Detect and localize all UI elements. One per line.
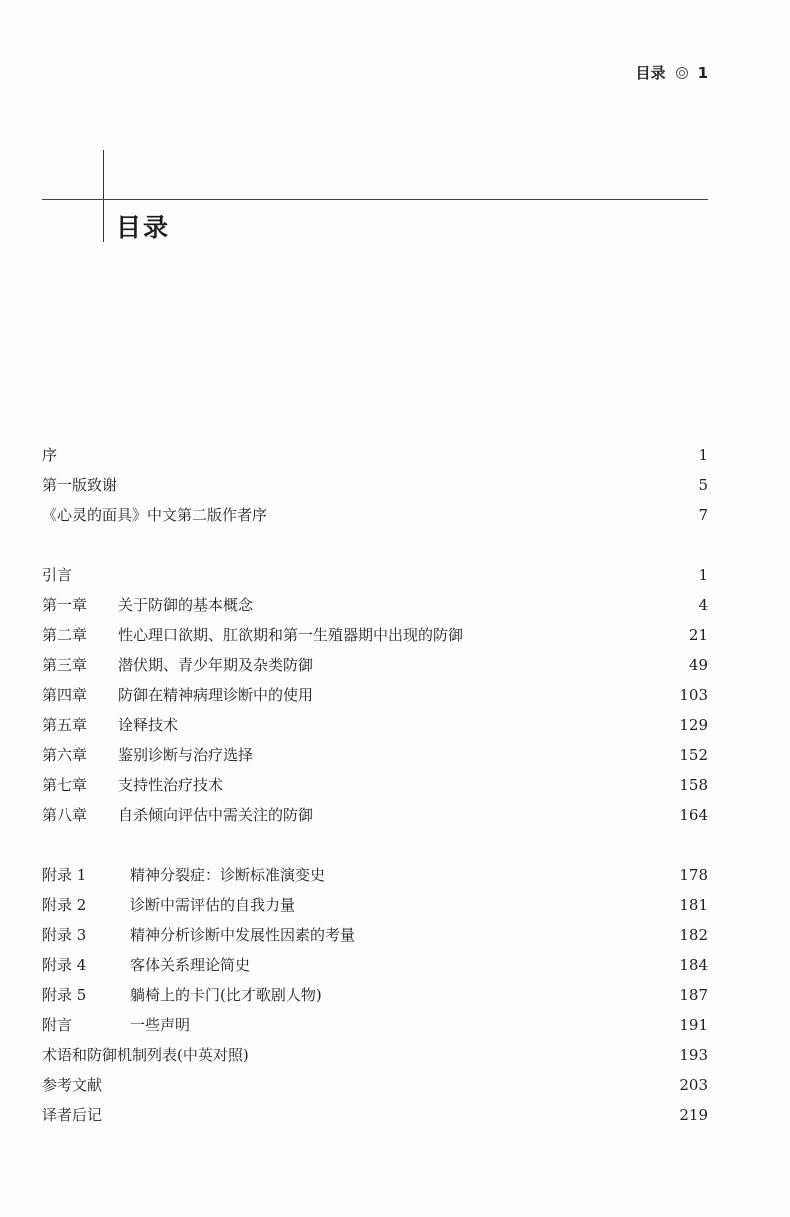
toc-entry-page: 158: [679, 776, 708, 794]
toc-entry: [42, 1010, 708, 1040]
toc-entry-prefix: 第一章: [42, 596, 88, 614]
toc-group-back-matter: [42, 860, 708, 1130]
toc-entry-label: [42, 920, 355, 950]
toc-group-chapters: [42, 560, 708, 830]
toc-entry-prefix: 附录 4: [42, 956, 87, 974]
toc-entry: [42, 860, 708, 890]
toc-entry: [42, 770, 708, 800]
toc-entry: [42, 920, 708, 950]
page-number: 1: [697, 63, 708, 82]
toc-entry-prefix: 附录 1: [42, 866, 87, 884]
toc-entry-page: 1: [698, 446, 708, 464]
toc-entry-label: [42, 890, 295, 920]
toc-entry: [42, 650, 708, 680]
toc-entry-title: 精神分析诊断中发展性因素的考量: [130, 926, 356, 944]
toc-entry-page: 4: [698, 596, 708, 614]
toc-entry-page: 21: [688, 626, 708, 644]
toc-entry-page: 1: [698, 566, 708, 584]
double-circle-separator-icon: [676, 67, 688, 79]
toc-entry-prefix: 参考文献: [42, 1076, 103, 1094]
toc-entry-prefix: 第一版: [42, 476, 88, 494]
toc-entry: [42, 980, 708, 1010]
vertical-rule: [103, 150, 104, 242]
toc-entry-label: [42, 470, 117, 500]
toc-entry-title: 精神分裂症：诊断标准演变史: [130, 866, 326, 884]
toc-entry-page: 5: [698, 476, 708, 494]
toc-entry-label: [42, 980, 322, 1010]
toc-entry-label: [42, 1100, 102, 1130]
toc-entry-prefix: 第八章: [42, 806, 88, 824]
toc-entry-prefix: 序: [42, 446, 58, 464]
toc-entry-label: [42, 650, 313, 680]
toc-entry-title: 诊断中需评估的自我力量: [130, 896, 296, 914]
toc-entry-page: 181: [679, 896, 708, 914]
toc-entry-title: 自杀倾向评估中需关注的防御: [118, 806, 314, 824]
toc-entry-title: 潜伏期、青少年期及杂类防御: [118, 656, 314, 674]
toc-entry-label: [42, 1070, 102, 1100]
toc-entry: [42, 680, 708, 710]
toc-entry: [42, 1040, 708, 1070]
toc-entry-prefix: 《心灵的面具》中文第二版作者序: [42, 506, 268, 524]
toc-entry-title: 关于防御的基本概念: [118, 596, 254, 614]
toc-entry-page: 178: [679, 866, 708, 884]
page-title: 目录: [116, 213, 171, 242]
toc-entry-title: 致谢: [87, 476, 118, 494]
toc-entry-prefix: 第四章: [42, 686, 88, 704]
toc-entry-title: 一些声明: [130, 1016, 191, 1034]
toc-entry-label: [42, 1040, 249, 1070]
toc-entry-prefix: 第六章: [42, 746, 88, 764]
toc-entry-page: 184: [679, 956, 708, 974]
toc-entry-page: 191: [679, 1016, 708, 1034]
toc-entry-label: [42, 950, 250, 980]
toc-entry: [42, 1100, 708, 1130]
toc-entry-title: 防御在精神病理诊断中的使用: [118, 686, 314, 704]
toc-entry-page: 7: [698, 506, 708, 524]
toc-entry-page: 182: [679, 926, 708, 944]
toc-entry-title: 诠释技术: [118, 716, 179, 734]
toc-entry-title: 客体关系理论简史: [130, 956, 251, 974]
running-header: [636, 62, 708, 83]
toc-entry-label: [42, 1010, 190, 1040]
table-of-contents: [42, 440, 708, 1160]
toc-entry-page: 152: [679, 746, 708, 764]
toc-entry-page: 193: [679, 1046, 708, 1064]
horizontal-rule: [42, 199, 708, 200]
toc-entry: [42, 950, 708, 980]
toc-entry-prefix: 附言: [42, 1016, 73, 1034]
toc-entry-label: [42, 500, 267, 530]
toc-entry-label: [42, 590, 253, 620]
toc-entry-label: [42, 710, 178, 740]
toc-entry-page: 49: [688, 656, 708, 674]
toc-entry: [42, 800, 708, 830]
toc-entry-prefix: 第五章: [42, 716, 88, 734]
toc-entry-page: 164: [679, 806, 708, 824]
toc-entry-label: [42, 560, 72, 590]
toc-entry: [42, 890, 708, 920]
toc-entry-prefix: 术语和防御机制列表(中英对照): [42, 1046, 249, 1064]
toc-entry-label: [42, 680, 313, 710]
running-header-title: 目录: [635, 64, 666, 82]
toc-entry: [42, 740, 708, 770]
toc-entry-label: [42, 440, 57, 470]
toc-entry-page: 203: [679, 1076, 708, 1094]
toc-entry-prefix: 第三章: [42, 656, 88, 674]
toc-entry-title: 支持性治疗技术: [118, 776, 224, 794]
toc-entry: [42, 710, 708, 740]
toc-entry-label: [42, 800, 313, 830]
toc-entry-title: 鉴别诊断与治疗选择: [118, 746, 254, 764]
toc-entry-prefix: 第七章: [42, 776, 88, 794]
toc-entry-page: 129: [679, 716, 708, 734]
toc-entry-prefix: 引言: [42, 566, 73, 584]
toc-entry-prefix: 第二章: [42, 626, 88, 644]
toc-entry-label: [42, 860, 325, 890]
toc-entry-title: 躺椅上的卡门(比才歌剧人物): [130, 986, 322, 1004]
toc-entry-label: [42, 740, 253, 770]
toc-entry-prefix: 译者后记: [42, 1106, 103, 1124]
toc-entry-label: [42, 620, 463, 650]
toc-group-front-matter: [42, 440, 708, 530]
toc-entry-prefix: 附录 3: [42, 926, 87, 944]
toc-entry-page: 219: [679, 1106, 708, 1124]
toc-entry: [42, 620, 708, 650]
toc-entry-title: 性心理口欲期、肛欲期和第一生殖器期中出现的防御: [118, 626, 464, 644]
toc-entry: [42, 560, 708, 590]
toc-entry-prefix: 附录 2: [42, 896, 87, 914]
toc-entry: [42, 590, 708, 620]
toc-entry-prefix: 附录 5: [42, 986, 87, 1004]
toc-entry: [42, 500, 708, 530]
toc-entry-page: 187: [679, 986, 708, 1004]
toc-entry-label: [42, 770, 223, 800]
toc-entry: [42, 470, 708, 500]
toc-entry: [42, 440, 708, 470]
toc-entry-page: 103: [679, 686, 708, 704]
toc-entry: [42, 1070, 708, 1100]
